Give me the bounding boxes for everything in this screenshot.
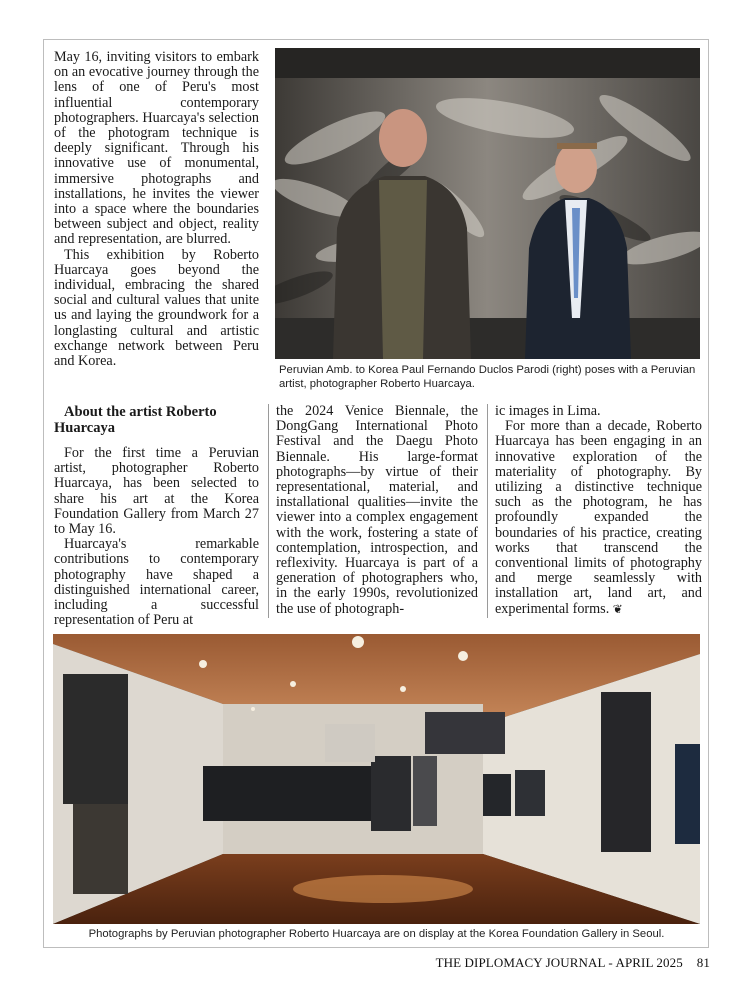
photo-caption: Peruvian Amb. to Korea Paul Fernando Duclos Parodi (right) poses with a Peruvian artist, photographer Roberto Huarcaya.	[279, 364, 696, 390]
article-column-2c	[495, 404, 702, 617]
photo-caption: Photographs by Peruvian photographer Roberto Huarcaya are on display at the Korea Foundation Gallery in Seoul.	[88, 928, 665, 940]
publication-title: THE DIPLOMACY JOURNAL - APRIL 2025	[435, 955, 683, 970]
paragraph: Huarcaya's remarkable contributions to contemporary photography have shaped a distinguished international career, including a successful representation of Peru at	[54, 536, 259, 629]
paragraph: ic images in Lima.	[495, 403, 601, 419]
photo-ambassador-and-artist	[275, 48, 700, 359]
column-rule	[268, 404, 269, 618]
end-mark-icon: ❦	[612, 601, 623, 616]
paragraph	[495, 419, 702, 617]
article-column-1	[54, 50, 259, 369]
page-footer	[436, 955, 710, 971]
section-heading: About the artist Roberto Huarcaya	[54, 404, 217, 436]
paragraph: For the first time a Peruvian artist, photographer Roberto Huarcaya, has been selected to share his art at the Korea Foundation Gallery from March 27 to May 16.	[54, 445, 259, 538]
paragraph-text: For more than a decade, Roberto Huarcaya has been engaging in an innovative exploration of the materiality of photography. By utilizing a distinctive technique such as the photogram, he has profoundly expanded the boundaries of his practice, creating works that transcend the conventional limits of photography and merge seamlessly with installation art, land art, and experimental forms.	[495, 418, 702, 617]
paragraph: the 2024 Venice Biennale, the DongGang International Photo Festival and the Daegu Photo Biennale. His large-format photographs—by virtue of their representational, material, and installational qualities—invite the viewer into a complex engagement with the work, fostering a state of contemplation, introspection, and reflexivity. Huarcaya is part of a generation of photographers who, in the early 1990s, revolutionized the use of photograph-	[276, 403, 478, 617]
page-number: 81	[696, 955, 710, 970]
article-column-2a	[54, 446, 259, 628]
column-rule	[487, 404, 488, 618]
paragraph: This exhibition by Roberto Huarcaya goes beyond the individual, embracing the shared social and cultural values that unite us and laying the groundwork for a longlasting cultural and artistic exchange network between Peru and Korea.	[54, 246, 259, 370]
photo-gallery-installation	[53, 634, 700, 924]
paragraph: May 16, inviting visitors to embark on an evocative journey through the lens of one of Peru's most influential contemporary photographers. Huarcaya's selection of the photogram technique is deeply significant. Through his innovative use of monumental, immersive photographs and installations, he invites the viewer into a space where the boundaries between subject and object, reality and representation, are blurred.	[54, 49, 259, 248]
article-column-2b	[276, 404, 478, 617]
